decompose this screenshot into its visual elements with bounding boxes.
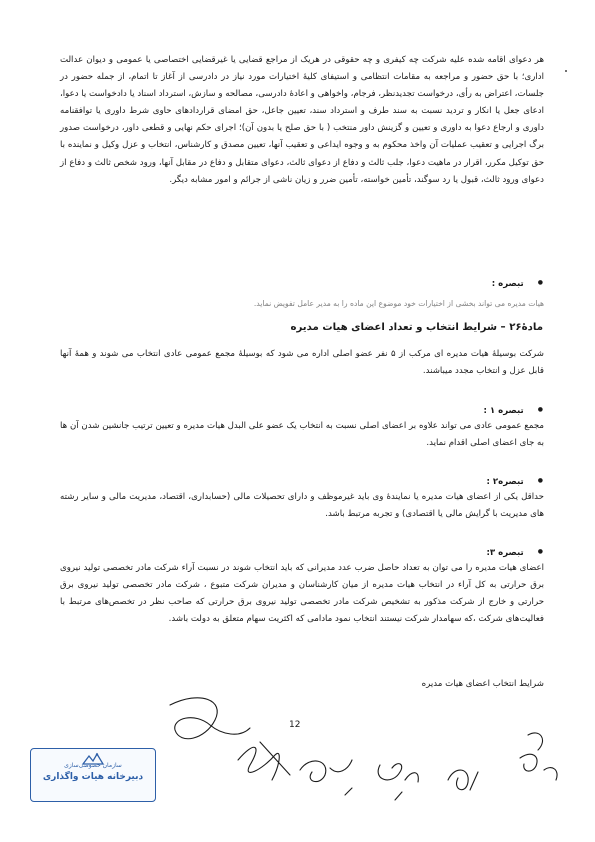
paragraph-2-text: شرکت بوسیلهٔ هیات مدیره ای مرکب از ۵ نفر عضو اصلی اداره می شود که بوسیلهٔ مجمع عمومی عادی انتخاب می شوند و همهٔ آنها قابل عزل و انتخاب مجدد میباشند. [60, 349, 544, 377]
signature-5 [448, 770, 478, 790]
paragraph-1-text: هر دعوای اقامه شده علیه شرکت چه کیفری و چه حقوقی در هریک از مراجع قضایی یا غیرقضایی اختصاصی یا عمومی و دیوان عدالت اداری؛ با حق حضور و مراجعه به مقامات انتظامی و استیفای کلیهٔ اختیارات مورد نیاز در دادرسی از آغاز تا اتمام، از جمله حضور در جلسات، اعتراض به رأی، درخواست تجدیدنظر، فرجام، واخواهی و اعادهٔ دادرسی، مصالحه و سازش، استرداد اسناد یا دادخواست یا دعوا، ادعای جعل یا انکار و تردید نسبت به سند طرف و استرداد سند، تعیین جاعل، حق امضای قراردادهای حاوی شرط داوری یا توافقنامه داوری و ارجاع دعوا به داوری و تعیین و گزینش داور منتخب ( با حق صلح یا بدون آن)؛ اجرای حکم نهایی و قطعی داور، درخواست صدور برگ اجرایی و تعقیب عملیات آن واخذ محکوم به و وجوه ایداعی و تعقیب آنها، تعیین مصدق و کارشناس، انتخاب و عزل وکیل و نماینده با حق توکیل مکرر، اقرار در ماهیت دعوا، جلب ثالث و دفاع از دعوای ثالث، دعوای متقابل و دفاع در مقابل آنها، ورود شخص ثالث و دفاع از دعوای ورود ثالث، قبول یا رد سوگند، تأمین خواسته، تأمین ضرر و زیان ناشی از جرائم و امور مشابه دیگر. [60, 55, 544, 185]
signature-1 [170, 698, 250, 739]
note-text-1: هیات مدیره می تواند بخشی از اختیارات خود موضوع این ماده را به مدیر عامل تفویض نماید. [253, 299, 544, 308]
note-label-3: ● تبصره۲ : [486, 474, 543, 489]
signature-4 [378, 764, 418, 782]
article-26-heading: مادهٔ۲۶ – شرایط انتخاب و تعداد اعضای هیات مدیره [290, 322, 543, 333]
note-label-2: ● تبصره ۱ : [483, 403, 543, 418]
stamp-line-2: دبیرخانه هیات واگذاری [42, 772, 144, 782]
signature-7 [345, 788, 402, 800]
stamp-line-1: سازمان خصوصی‌سازی [64, 762, 122, 769]
note-text-3: حداقل یکی از اعضای هیات مدیره یا نمایندهٔ وی باید غیرموظف و دارای تحصیلات مالی (حسابداری، اقتصاد، مدیریت مالی و سایر رشته های مدیریت با گرایش مالی یا اقتصادی) و تجربه مرتبط باشد. [60, 492, 544, 520]
note-text-4: اعضای هیات مدیره را می توان به تعداد حاصل ضرب عدد مدیرانی که باید انتخاب شوند در نسبت آراء شرکت مادر تخصصی تولید نیروی برق حرارتی به کل آراء در انتخاب هیات مدیره از میان کارشناسان و مدیران شرکت متبوع ، شرکت مادر تخصصی تولید نیروی برق حرارتی و خارج از شرکت مذکور به تشخیص شرکت مادر تخصصی تولید نیروی برق حرارتی که صاحب نظر در تخصص‌های مرتبط با فعالیت‌های شرکت ،که سهامدار شرکت نیستند انتخاب نمود مادامی که اکثریت سهام متعلق به دولت باشد. [60, 563, 544, 625]
note-text-2: مجمع عمومی عادی می تواند علاوه بر اعضای اصلی نسبت به انتخاب یک عضو علی البدل هیات مدیره و تعیین ترتیب جانشین شدن آن ها به جای اعضای اصلی اقدام نماید. [60, 421, 544, 449]
note-label-4: ● تبصره ۳: [486, 545, 543, 560]
signature-2 [238, 742, 290, 780]
note-label-1: ● تبصره : [492, 276, 543, 291]
page-number: 12 [289, 720, 301, 730]
signature-3 [300, 760, 352, 782]
closing-line: شرایط انتخاب اعضای هیات مدیره [421, 679, 544, 689]
signature-6 [520, 733, 557, 780]
